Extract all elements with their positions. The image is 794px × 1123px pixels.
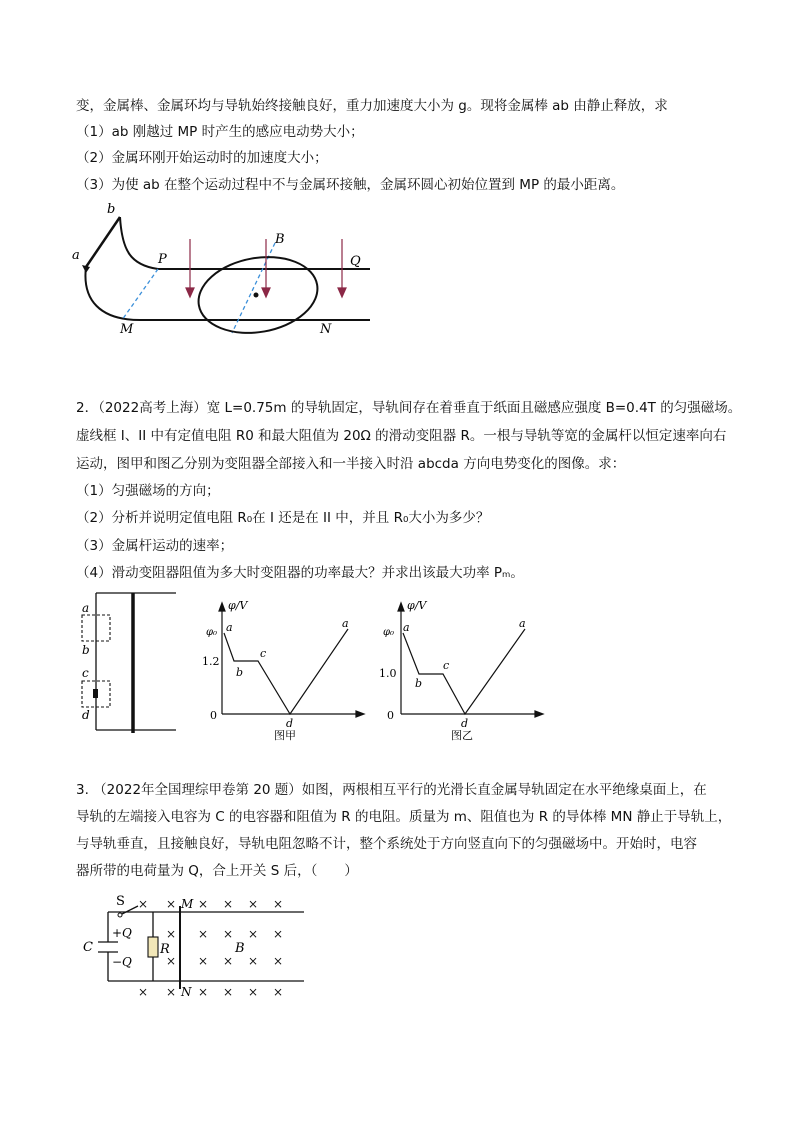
svg-text:×: × bbox=[198, 927, 209, 941]
label-B: B bbox=[275, 232, 285, 247]
problem2-question-4: （4）滑动变阻器阻值为多大时变阻器的功率最大？并求出该最大功率 Pₘ。 bbox=[76, 565, 524, 581]
svg-text:×: × bbox=[198, 985, 209, 999]
label-C: C bbox=[83, 940, 93, 955]
svg-text:×: × bbox=[166, 927, 177, 941]
svg-text:×: × bbox=[166, 954, 177, 968]
potential-curve-yi bbox=[403, 629, 525, 714]
problem2-circuit bbox=[76, 588, 186, 738]
svg-text:×: × bbox=[198, 954, 209, 968]
problem2-line-2: 虚线框 I、II 中有定值电阻 R0 和最大阻值为 20Ω 的滑动变阻器 R。一根与导轨等宽的金属杆以恒定速率向右 bbox=[76, 428, 727, 444]
problem1-intro: 变，金属棒、金属环均与导轨始终接触良好，重力加速度大小为 g。现将金属棒 ab 由静止释放，求 bbox=[76, 98, 668, 114]
problem3-figure bbox=[80, 893, 310, 1003]
label-M: M bbox=[181, 897, 194, 911]
svg-text:×: × bbox=[138, 897, 149, 911]
problem3-line-3: 与导轨垂直，且接触良好，导轨电阻忽略不计，整个系统处于方向竖直向下的匀强磁场中。开始时，电容 bbox=[76, 836, 697, 852]
point-a2-jia: a bbox=[342, 617, 349, 630]
point-c-yi: c bbox=[443, 659, 450, 672]
problem2-question-1: （1）匀强磁场的方向； bbox=[76, 483, 220, 499]
phi0-jia: φ₀ bbox=[206, 627, 218, 638]
problem1-question-1: （1）ab 刚越过 MP 时产生的感应电动势大小； bbox=[76, 124, 364, 140]
label-b: b bbox=[107, 202, 116, 217]
svg-text:×: × bbox=[248, 954, 259, 968]
svg-text:×: × bbox=[223, 927, 234, 941]
svg-text:×: × bbox=[273, 927, 284, 941]
circuit-label-d: d bbox=[82, 708, 90, 722]
svg-text:×: × bbox=[223, 985, 234, 999]
circuit-label-b: b bbox=[82, 643, 90, 657]
ring-center bbox=[254, 293, 259, 298]
origin-jia: 0 bbox=[210, 709, 217, 722]
tick-yi: 1.0 bbox=[379, 667, 397, 680]
label-minusQ: −Q bbox=[112, 955, 132, 969]
label-M: M bbox=[120, 322, 134, 337]
svg-text:×: × bbox=[248, 897, 259, 911]
tick-jia: 1.2 bbox=[202, 655, 220, 668]
rod-ab bbox=[86, 217, 120, 267]
label-Q: Q bbox=[350, 254, 361, 269]
point-b-jia: b bbox=[236, 666, 244, 679]
label-a: a bbox=[72, 248, 80, 263]
problem3-line-2: 导轨的左端接入电容为 C 的电容器和阻值为 R 的电阻。质量为 m、阻值也为 R 的导体棒 MN 静止于导轨上， bbox=[76, 809, 732, 825]
phi0-yi: φ₀ bbox=[383, 627, 395, 638]
label-R: R bbox=[160, 942, 170, 957]
resistor-marker bbox=[93, 689, 98, 698]
ylabel-yi: φ/V bbox=[407, 599, 427, 612]
switch-contact bbox=[118, 913, 122, 917]
circuit-label-a: a bbox=[82, 601, 90, 615]
rod-end-marker bbox=[82, 265, 90, 273]
label-plusQ: +Q bbox=[112, 926, 132, 940]
point-d-yi: d bbox=[461, 717, 469, 730]
point-a2-yi: a bbox=[519, 617, 526, 630]
svg-text:×: × bbox=[248, 985, 259, 999]
svg-text:×: × bbox=[138, 985, 149, 999]
point-a1-yi: a bbox=[403, 621, 410, 634]
svg-text:×: × bbox=[198, 897, 209, 911]
graph-jia bbox=[198, 595, 373, 745]
point-c-jia: c bbox=[260, 647, 267, 660]
problem2-question-2: （2）分析并说明定值电阻 R₀在 I 还是在 II 中，并且 R₀大小为多少？ bbox=[76, 510, 490, 526]
svg-text:×: × bbox=[166, 897, 177, 911]
point-b-yi: b bbox=[415, 677, 423, 690]
caption-yi: 图乙 bbox=[451, 729, 473, 742]
problem3-line-1: 3. （2022年全国理综甲卷第 20 题）如图，两根相互平行的光滑长直金属导轨固定在水平绝缘桌面上，在 bbox=[76, 782, 707, 798]
origin-yi: 0 bbox=[387, 709, 394, 722]
label-P: P bbox=[158, 252, 167, 267]
svg-text:×: × bbox=[273, 985, 284, 999]
ylabel-jia: φ/V bbox=[228, 599, 248, 612]
problem2-line-1: 2．（2022高考上海）宽 L=0.75m 的导轨固定，导轨间存在着垂直于纸面且磁感应强度 B=0.4T 的匀强磁场。 bbox=[76, 400, 742, 416]
svg-text:×: × bbox=[248, 927, 259, 941]
svg-text:×: × bbox=[273, 954, 284, 968]
problem3-line-4: 器所带的电荷量为 Q，合上开关 S 后，（ ） bbox=[76, 863, 358, 879]
dashed-line-MP bbox=[122, 269, 158, 320]
problem1-question-2: （2）金属环刚开始运动时的加速度大小； bbox=[76, 150, 328, 166]
caption-jia: 图甲 bbox=[274, 729, 296, 742]
problem2-line-3: 运动，图甲和图乙分别为变阻器全部接入和一半接入时沿 abcda 方向电势变化的图像。求： bbox=[76, 456, 626, 472]
svg-text:×: × bbox=[223, 954, 234, 968]
point-a1-jia: a bbox=[226, 621, 233, 634]
problem1-figure bbox=[60, 195, 390, 345]
problem2-question-3: （3）金属杆运动的速率； bbox=[76, 538, 234, 554]
graph-yi bbox=[377, 595, 552, 745]
resistor-R bbox=[148, 937, 158, 957]
point-d-jia: d bbox=[286, 717, 294, 730]
label-N: N bbox=[320, 322, 332, 337]
circuit-label-c: c bbox=[82, 666, 89, 680]
problem1-question-3: （3）为使 ab 在整个运动过程中不与金属环接触，金属环圆心初始位置到 MP 的最小距离。 bbox=[76, 177, 625, 193]
svg-text:×: × bbox=[273, 897, 284, 911]
svg-text:×: × bbox=[166, 985, 177, 999]
label-S: S bbox=[116, 894, 125, 909]
rail-curve bbox=[85, 217, 370, 320]
label-N: N bbox=[181, 985, 192, 999]
svg-text:×: × bbox=[223, 897, 234, 911]
label-B: B bbox=[235, 941, 245, 956]
